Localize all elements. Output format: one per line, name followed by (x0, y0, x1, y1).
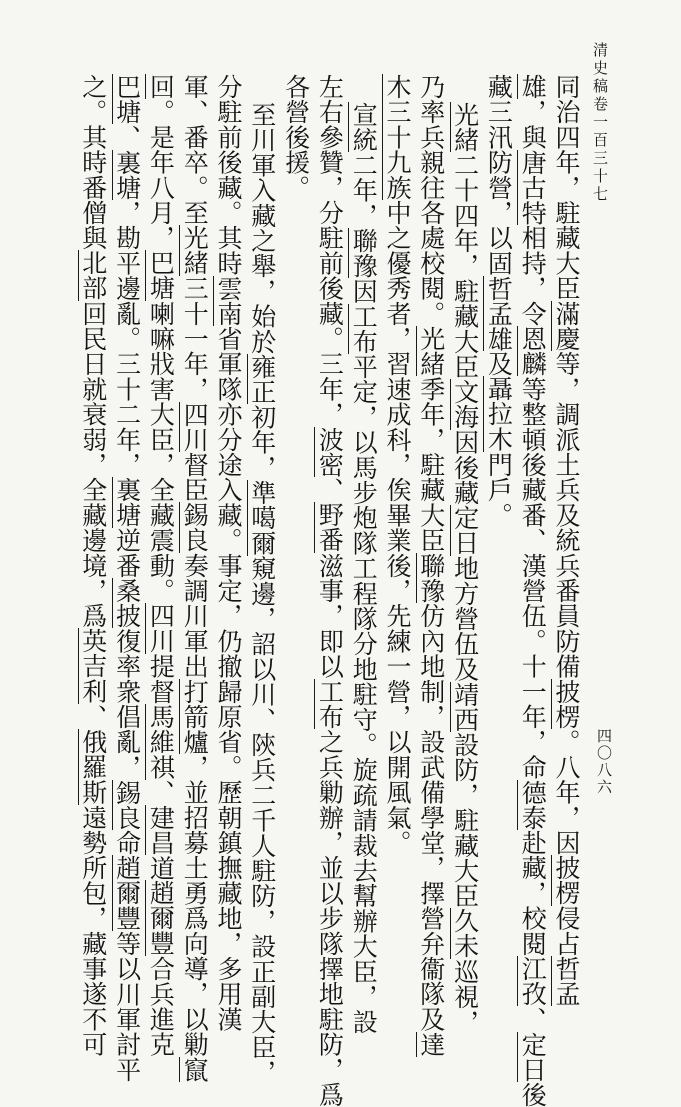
text-column (349, 102, 379, 1035)
text-run: 、 (315, 477, 345, 503)
text-run: 軍、番卒。至 (180, 74, 210, 226)
proper-noun-mark: 聯豫 (416, 552, 446, 604)
text-run: 等以川軍討平 (112, 930, 142, 1083)
proper-noun-mark: 巴塘 (146, 250, 176, 301)
proper-noun-mark: 建昌 (146, 804, 176, 856)
proper-noun-mark: 達 (416, 1031, 446, 1057)
proper-noun-mark: 文海 (450, 379, 480, 430)
text-run: 奏調川軍出 (180, 552, 210, 679)
text-run: 因 (349, 278, 379, 304)
text-column (214, 74, 243, 1032)
proper-noun-mark: 打箭爐 (180, 678, 210, 755)
proper-noun-mark: 哲孟雄 (484, 275, 514, 352)
text-column (146, 74, 176, 1057)
text-run: 後 (518, 1082, 548, 1107)
proper-noun-mark: 恩麟 (518, 326, 548, 377)
text-run: 藏三汛防營，以固 (484, 74, 514, 276)
proper-noun-mark: 光緒 (450, 102, 480, 153)
text-run: 因後藏 (450, 429, 480, 506)
proper-noun-mark: 俄羅斯 (78, 729, 108, 805)
text-run: 復率衆倡亂， (112, 628, 142, 780)
text-run: 季年，駐藏大臣 (416, 376, 446, 553)
text-run: 滋事，即以 (315, 552, 345, 679)
proper-noun-mark: 定日 (518, 1031, 548, 1083)
proper-noun-mark: 江孜 (518, 956, 548, 1007)
text-column (484, 74, 512, 944)
text-run: 門戶。 (484, 452, 514, 528)
text-run: 分駐前後藏。其時 (214, 74, 243, 276)
proper-noun-mark: 聯豫 (349, 228, 379, 279)
text-run: 至川軍入藏之舉，始於 (247, 102, 277, 354)
proper-noun-mark: 哲孟 (552, 956, 581, 1007)
text-run: 設防，駐藏大臣 (450, 732, 480, 909)
proper-noun-mark: 趙爾豐 (112, 855, 142, 931)
text-run: 喇嘛戕害大臣，全藏震動。 (146, 300, 176, 604)
proper-noun-mark: 錫良 (180, 502, 210, 553)
proper-noun-mark: 回 (146, 74, 176, 100)
text-column (383, 74, 411, 944)
text-run: 、 (78, 704, 108, 730)
text-run: 等，調派土兵及統兵番員防備 (552, 351, 581, 679)
proper-noun-mark: 久未 (450, 908, 480, 959)
text-run: 三十一年， (180, 275, 210, 402)
proper-noun-mark: 四川 (180, 401, 210, 453)
proper-noun-mark: 光緒 (416, 326, 446, 377)
text-run: 之兵勦辦，並以步隊擇地駐防，爲 (315, 729, 345, 1107)
proper-noun-mark: 錫良 (112, 779, 142, 831)
proper-noun-mark: 趙爾豐 (146, 880, 176, 957)
text-run: 提督 (146, 653, 176, 705)
proper-noun-mark: 竄 (180, 1056, 210, 1083)
proper-noun-mark: 準噶爾 (247, 480, 277, 556)
running-header: 清史稿卷一百三十七 (591, 42, 609, 204)
text-run: 窺邊，詔以川、陝兵二千人駐防，設正副大臣， (247, 555, 277, 1085)
proper-noun-mark: 宣統 (349, 102, 379, 153)
proper-noun-mark: 桑披 (112, 578, 142, 629)
text-run: 遠勢所包，藏事遂不可 (78, 804, 108, 1057)
text-column (180, 74, 210, 1083)
text-column (416, 74, 446, 1057)
text-run: 二年， (349, 152, 379, 229)
text-run: 、 (518, 1006, 548, 1032)
proper-noun-mark: 木三十九族 (383, 74, 412, 200)
text-run: 道 (146, 855, 176, 881)
text-run: 、 (146, 779, 176, 805)
text-column (247, 102, 277, 1085)
proper-noun-mark: 馬維祺 (146, 704, 176, 780)
proper-noun-mark: 定日 (450, 505, 480, 556)
text-run: 合兵進克 (146, 956, 176, 1057)
text-run: 逆番 (112, 527, 142, 579)
proper-noun-mark: 靖西 (450, 681, 480, 733)
proper-noun-mark: 雲南 (214, 275, 243, 327)
proper-noun-mark: 披楞 (552, 678, 581, 730)
text-run: 之。其時番僧與 (78, 74, 108, 251)
text-column (112, 74, 142, 1083)
text-run: 平定，以馬步炮隊工程隊分地駐守。旋疏請裁去幫辦大臣，設 (349, 354, 379, 1035)
text-run: 、 (112, 124, 142, 150)
text-column (450, 102, 480, 1035)
proper-noun-mark: 雍正 (247, 354, 277, 405)
text-run: 同治四年，駐藏大臣 (552, 74, 581, 301)
text-run: 初年， (247, 404, 277, 481)
text-run: ，勘平邊亂。三十二年， (112, 200, 142, 478)
text-run: 巡視， (450, 958, 480, 1035)
proper-noun-mark: 工布 (349, 303, 379, 355)
text-run: 回民日就衰弱，全藏邊境，爲 (78, 300, 108, 629)
proper-noun-mark: 聶拉木 (484, 376, 514, 453)
text-run: ，並招募土勇爲向導，以勦 (180, 754, 210, 1057)
text-column (282, 74, 310, 944)
proper-noun-mark: 裏塘 (112, 149, 142, 201)
text-run: 二十四年，駐藏大臣 (450, 152, 480, 380)
proper-noun-mark: 波密 (315, 426, 345, 478)
text-column (78, 74, 108, 1057)
proper-noun-mark: 工布 (315, 678, 345, 730)
text-run: 侵占 (552, 905, 581, 957)
text-run: 命 (112, 830, 142, 856)
proper-noun-mark: 雄 (518, 74, 548, 100)
text-column (518, 74, 548, 1107)
proper-noun-mark: 巴塘 (112, 74, 142, 125)
text-run: 中之優秀者，習速成科，俟畢業後，先練一營，以開風氣。 (383, 200, 412, 856)
text-run: 及 (484, 351, 514, 377)
proper-noun-mark: 北部 (78, 250, 108, 301)
proper-noun-mark: 德泰 (518, 779, 548, 831)
text-column (315, 74, 345, 1107)
proper-noun-mark: 裏塘 (112, 477, 142, 528)
proper-noun-mark: 四川 (146, 603, 176, 654)
text-run: 省軍隊亦分途入藏。事定，仍撤歸原省。歷朝鎮撫藏地，多用漢 (214, 326, 243, 1032)
text-run: 赴藏，校閱 (518, 830, 548, 957)
text-run: 。是年八月， (146, 99, 176, 251)
text-run: 各營後援。 (281, 74, 311, 200)
text-run: 督臣 (180, 452, 210, 503)
proper-noun-mark: 唐古特 (518, 149, 548, 226)
proper-noun-mark: 披楞 (552, 855, 581, 906)
text-column (552, 74, 581, 1007)
text-run: 相持，令 (518, 225, 548, 327)
text-run: 左右參贊，分駐前後藏。三年， (315, 74, 345, 427)
page-number: 四〇八六 (595, 728, 613, 796)
proper-noun-mark: 光緒 (180, 225, 210, 276)
text-run: ，與 (518, 99, 548, 150)
text-run: 等整頓後藏番、漢營伍。十一年，命 (518, 376, 548, 780)
text-run: 地方營伍及 (450, 555, 480, 682)
proper-noun-mark: 英吉利 (78, 628, 108, 705)
text-run: 。八年，因 (552, 729, 581, 856)
text-run: 仿內地制，設武備學堂，擇營弁衞隊及 (416, 603, 446, 1032)
text-run: 乃率兵親往各處校閱。 (416, 74, 446, 326)
proper-noun-mark: 野番 (315, 502, 345, 553)
proper-noun-mark: 滿慶 (552, 300, 581, 352)
